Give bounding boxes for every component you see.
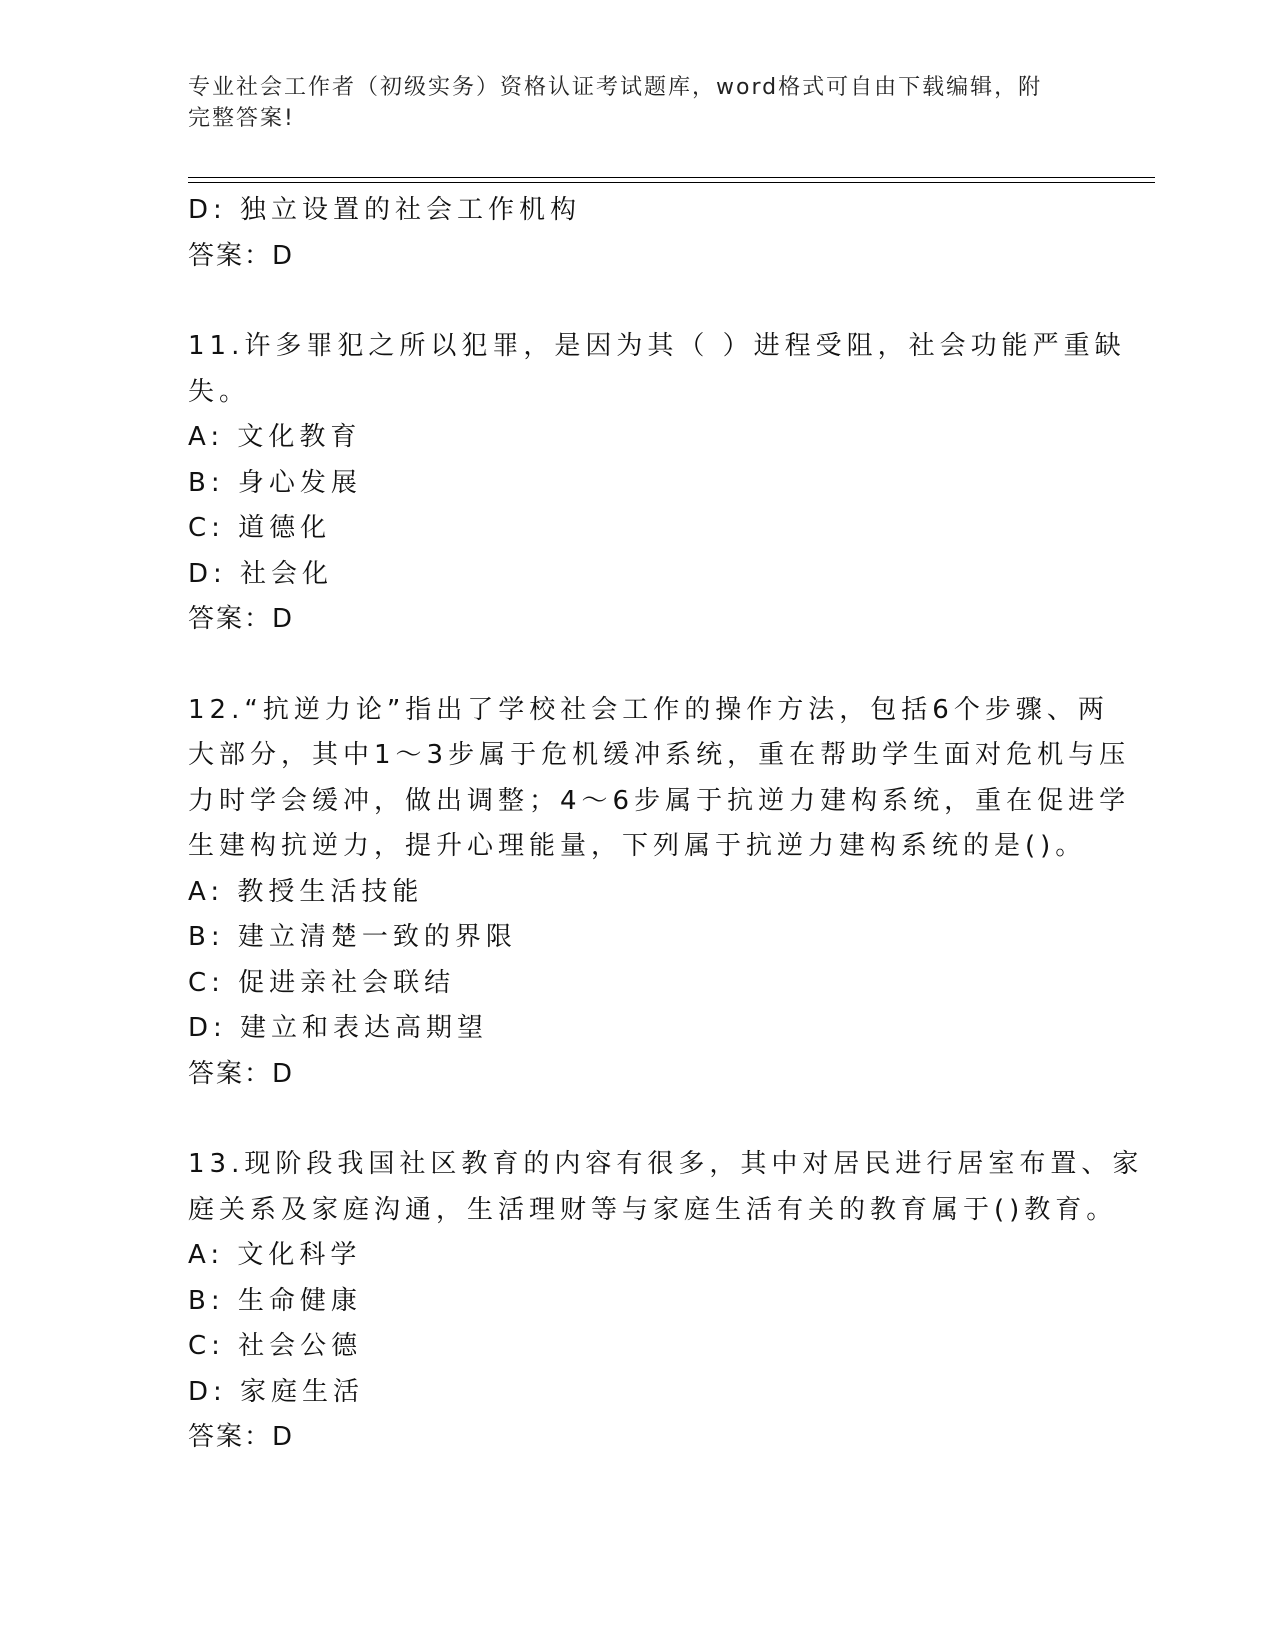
question-12 <box>188 688 1131 1098</box>
option-a: A: 教授生活技能 <box>188 876 424 907</box>
header-divider-bottom <box>188 182 1155 183</box>
document-header <box>188 72 1068 134</box>
option-c: C: 促进亲社会联结 <box>188 967 456 998</box>
question-stem-line: 生建构抗逆力，提升心理能量，下列属于抗逆力建构系统的是()。 <box>188 831 1087 861</box>
question-stem-line: 失。 <box>188 376 251 407</box>
question-stem-line: 13.现阶段我国社区教育的内容有很多，其中对居民进行居室布置、家 <box>188 1149 1144 1179</box>
question-stem-line: 庭关系及家庭沟通，生活理财等与家庭生活有关的教育属于()教育。 <box>188 1194 1118 1225</box>
question-stem-line: 12.“抗逆力论”指出了学校社会工作的操作方法，包括6个步骤、两 <box>188 694 1109 725</box>
option-b: B: 生命健康 <box>188 1285 362 1316</box>
answer-line: 答案：D <box>188 240 295 271</box>
question-11 <box>188 324 1126 643</box>
header-line-1: 专业社会工作者（初级实务）资格认证考试题库，word格式可自由下载编辑，附 <box>188 75 1043 100</box>
answer-line: 答案：D <box>188 1058 295 1089</box>
option-c: C: 社会公德 <box>188 1331 363 1361</box>
option-b: B: 身心发展 <box>188 467 362 498</box>
header-divider-top <box>188 177 1155 178</box>
question-stem-line: 大部分，其中1～3步属于危机缓冲系统，重在帮助学生面对危机与压 <box>188 740 1131 770</box>
previous-question-tail <box>188 188 1088 279</box>
option-c: C: 道德化 <box>188 513 332 543</box>
answer-line: 答案：D <box>188 1422 295 1452</box>
question-stem-line: 11.许多罪犯之所以犯罪，是因为其（ ）进程受阻，社会功能严重缺 <box>188 331 1126 361</box>
option-b: B: 建立清楚一致的界限 <box>188 922 517 952</box>
option-d: D: 社会化 <box>188 558 334 589</box>
question-stem-line: 力时学会缓冲，做出调整；4～6步属于抗逆力建构系统，重在促进学 <box>188 785 1131 816</box>
question-content <box>188 188 1144 1461</box>
option-a: A: 文化科学 <box>188 1240 362 1270</box>
option-d: D: 家庭生活 <box>188 1376 365 1407</box>
answer-line: 答案：D <box>188 604 295 634</box>
option-d: D: 独立设置的社会工作机构 <box>188 195 582 225</box>
header-line-2: 完整答案! <box>188 106 295 131</box>
question-13 <box>188 1142 1144 1461</box>
option-a: A: 文化教育 <box>188 422 362 452</box>
option-d: D: 建立和表达高期望 <box>188 1013 489 1043</box>
